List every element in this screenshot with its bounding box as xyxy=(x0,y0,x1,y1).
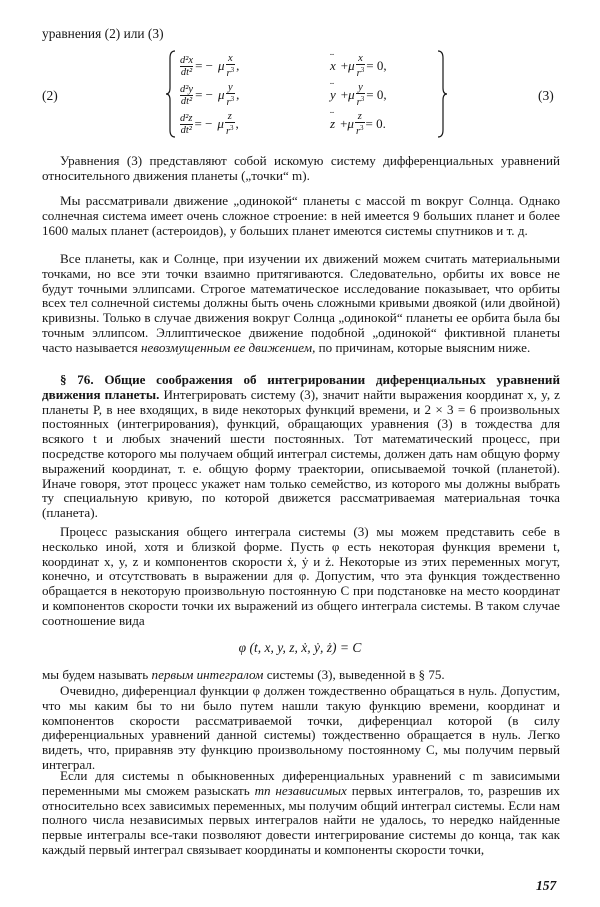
page-number: 157 xyxy=(536,878,557,893)
intro-line: уравнения (2) или (3) xyxy=(42,26,164,41)
equation-y-right: ¨ y + μ $\frac{y}{r^3}$ = 0, xyxy=(330,81,387,109)
equation-number-right: (3) xyxy=(538,88,554,103)
left-brace xyxy=(166,50,176,138)
paragraph-differential-zero: Очевидно, диференциал функции φ должен тождественно обращаться в нуль. Допустим, что мы каким бы то ни было путем нашли такую функцию времени, координат и компонентов скорости рассматриваемой точки, диференциал которой (в силу диференциальных уравнений данной системы) тождественно обращается в нуль. Легко видеть, что, приравняв эту функцию произвольному постоянному C, мы получим первый интеграл. xyxy=(42,683,560,772)
section-heading: § 76. Общие соображения об интегрировании диференциальных уравнений движения планеты. xyxy=(42,372,560,402)
equation-x-right: ¨ x + μ $\frac{x}{r^3}$ = 0, xyxy=(330,52,387,80)
right-brace xyxy=(437,50,447,138)
paragraph-first-integral: мы будем называть первым интегралом системы (3), выведенной в § 75. xyxy=(42,667,445,682)
equation-x-left: $\frac{\text{d²x}}{\text{dt²}}$ = − μ $\frac{x}{r^3}$ , xyxy=(180,53,240,79)
equation-z-right: ¨ z + μ $\frac{z}{r^3}$ = 0. xyxy=(330,110,386,138)
equation-number-left: (2) xyxy=(42,88,58,103)
paragraph-section-76: § 76. Общие соображения об интегрировании диференциальных уравнений движения планеты. Интегрировать систему (3), значит найти выражения координат x, y, z планеты P, в нее входящих, в виде некоторых функций времени, и 2 × 3 = 6 произвольных постоянных (интегрирования), функций, обращающих уравнения (3) в тождества для всякого t и любых значений шести постоянных. Тот математический процесс, при посредстве которого мы получаем общий интеграл системы, должен дать нам общую форму выражений координат, т. е. общую форму траектории, описываемой точкой (планетой). Иначе говоря, этот процесс укажет нам только семейство, из которого мы должны выбрать ту специальную кривую, по которой движется рассматриваемая материальная точка (планета). xyxy=(42,372,560,521)
equation-y-left: $\frac{\text{d²y}}{\text{dt²}}$ = − μ $\frac{y}{r^3}$ , xyxy=(180,82,240,108)
first-integral-formula: φ (t, x, y, z, ẋ, ẏ, ż) = C xyxy=(238,640,362,655)
paragraph-independent-integrals: Если для системы n обыкновенных диференциальных уравнений с m зависимыми переменными мы сможем разыскать mn независимых первых интегралов, то, разрешив их относительно всех зависимых переменных, мы получим общий интеграл системы. Если нам полного числа независимых первых интегралов найти не удалось, то нередко найденные первые интегралы все-таки позволяют довести интегрирование системы до конца, так как каждый первый интеграл связывает координаты и компоненты скорости точки, xyxy=(42,768,560,857)
paragraph-orbits: Все планеты, как и Солнце, при изучении их движений можем считать материальными точками, но все эти точки взаимно притягиваются. Следовательно, орбиты их вовсе не будут точными эллипсами. Строгое математическое исследование показывает, что орбиты всех тел солнечной системы должны быть очень сложными кривыми двоякой (или двойной) кривизны. Только в случае движения вокруг Солнца „одинокой“ планеты ее орбита была бы точным эллипсом. Эллиптическое движение подобной „одинокой“ фиктивной планеты часто называется невозмущенным ее движением, по причинам, которые выясним ниже. xyxy=(42,251,560,355)
equation-system xyxy=(0,50,600,142)
paragraph-solar-system: Мы рассматривали движение „одинокой“ планеты с массой m вокруг Солнца. Однако солнечная система имеет очень сложное строение: в ней имеется 9 больших планет и более 1600 малых планет (астероидов), у больших планет имеются системы спутников и т. д. xyxy=(42,193,560,238)
equation-z-left: $\frac{\text{d²z}}{\text{dt²}}$ = − μ $\frac{z}{r^3}$ , xyxy=(180,111,239,137)
paragraph-equations-meaning: Уравнения (3) представляют собой искомую систему дифференциальных уравнений относительного движения планеты („точки“ m). xyxy=(42,153,560,183)
paragraph-general-integral: Процесс разыскания общего интеграла системы (3) мы можем представить себе в несколько иной, хотя и близкой форме. Пусть φ есть некоторая функция времени t, координат x, y, z и компонентов скорости ẋ, ẏ и ż. Некоторые из этих переменных могут, конечно, и отсутствовать в выражении для φ. Допустим, что эта функция тождественно обращается в некоторую произвольную постоянную C при подстановке на место координат и компонентов скорости точки их выражений из общего интеграла системы. В таком случае соотношение вида xyxy=(42,524,560,628)
